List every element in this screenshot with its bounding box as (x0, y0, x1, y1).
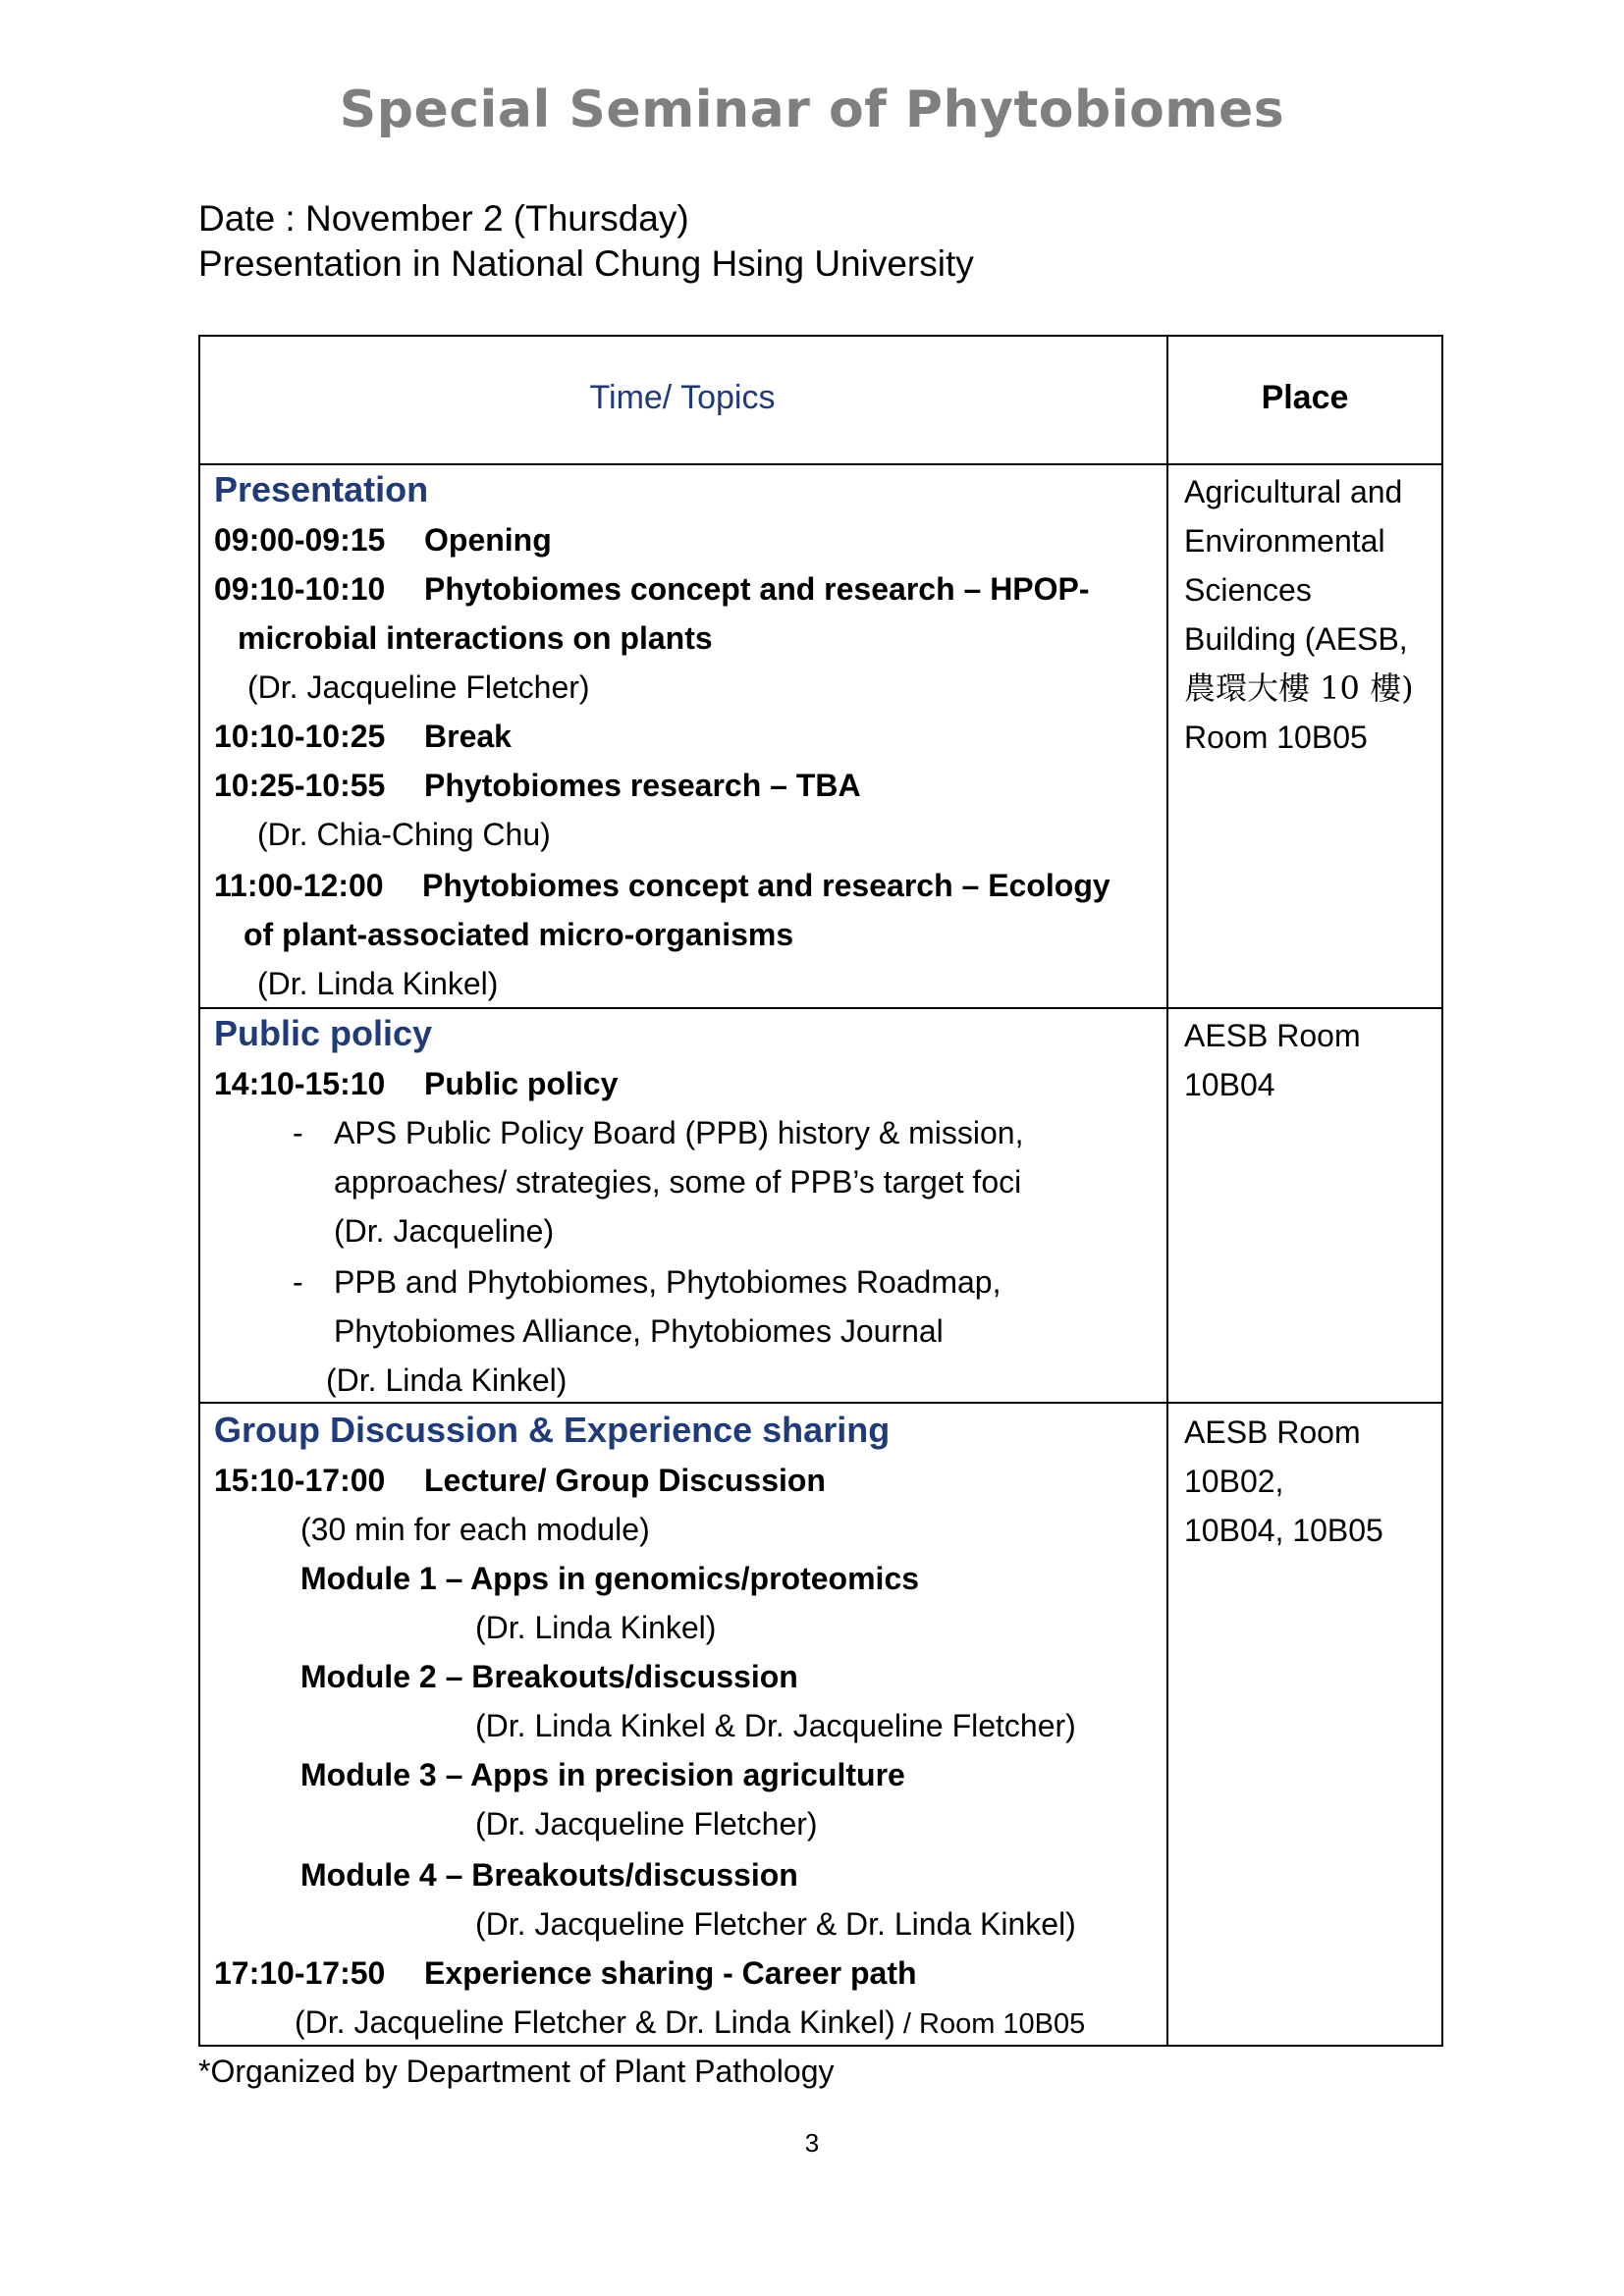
module-title: Module 2 – Breakouts/discussion (300, 1659, 798, 1694)
place-group (1184, 1408, 1383, 1555)
bullet-line: Phytobiomes Alliance, Phytobiomes Journal (334, 1313, 944, 1349)
module-speaker: (Dr. Linda Kinkel) (475, 1610, 717, 1645)
topic: Public policy (424, 1066, 619, 1101)
place-line: Sciences (1184, 572, 1312, 608)
bullet-mark: - (293, 1264, 303, 1300)
topic-continuation: of plant-associated micro-organisms (244, 917, 794, 952)
schedule-row (214, 569, 1090, 609)
section-heading-public-policy: Public policy (214, 1013, 433, 1053)
note: (30 min for each module) (300, 1512, 650, 1547)
time: 09:10-10:10 (214, 571, 386, 607)
time: 15:10-17:00 (214, 1463, 386, 1498)
row-divider-1 (198, 1007, 1443, 1009)
column-divider (1166, 335, 1168, 2047)
header-divider (198, 463, 1443, 465)
speaker: (Dr. Linda Kinkel) (257, 966, 499, 1001)
schedule-row (214, 766, 861, 805)
header-place: Place (1261, 379, 1349, 416)
bullet-line: PPB and Phytobiomes, Phytobiomes Roadmap, (334, 1264, 1001, 1300)
topic: Phytobiomes research – TBA (424, 768, 861, 803)
section-heading-presentation: Presentation (214, 469, 429, 509)
schedule-row (214, 717, 512, 756)
place-public-policy (1184, 1011, 1361, 1109)
topic: Lecture/ Group Discussion (424, 1463, 826, 1498)
time: 14:10-15:10 (214, 1066, 386, 1101)
bullet-line: approaches/ strategies, some of PPB’s target foci (334, 1164, 1022, 1200)
module-title: Module 3 – Apps in precision agriculture (300, 1757, 905, 1792)
speaker: (Dr. Jacqueline Fletcher) (247, 669, 590, 705)
date-line: Date : November 2 (Thursday) (198, 198, 689, 239)
footnote: *Organized by Department of Plant Pathology (198, 2054, 835, 2089)
bullet-line: (Dr. Jacqueline) (334, 1213, 555, 1249)
time: 10:25-10:55 (214, 768, 386, 803)
row-divider-2 (198, 1402, 1443, 1404)
place-line: 10B02, (1184, 1464, 1284, 1499)
place-line: Room 10B05 (1184, 720, 1368, 755)
module-speaker: (Dr. Jacqueline Fletcher) (475, 1806, 818, 1842)
module-title: Module 4 – Breakouts/discussion (300, 1857, 798, 1893)
speaker-line (295, 2002, 1085, 2044)
speaker: (Dr. Linda Kinkel) (326, 1362, 568, 1398)
module-title: Module 1 – Apps in genomics/proteomics (300, 1561, 920, 1596)
time: 09:00-09:15 (214, 522, 386, 558)
speaker: (Dr. Chia-Ching Chu) (257, 817, 551, 852)
bullet-line: APS Public Policy Board (PPB) history & mission, (334, 1115, 1024, 1150)
topic: Break (424, 719, 512, 754)
place-line: 10B04 (1184, 1067, 1275, 1102)
place-line: Agricultural and (1184, 474, 1403, 509)
schedule-row (214, 1461, 826, 1500)
time: 11:00-12:00 (214, 868, 384, 903)
module-speaker: (Dr. Jacqueline Fletcher & Dr. Linda Kinkel) (475, 1906, 1076, 1942)
topic: Experience sharing - Career path (424, 1955, 917, 1991)
page-number: 3 (804, 2128, 820, 2158)
place-line: Building (AESB, (1184, 621, 1408, 657)
schedule-row (214, 866, 1110, 905)
page-title: Special Seminar of Phytobiomes (339, 80, 1285, 139)
bullet-mark: - (293, 1115, 303, 1150)
place-line: AESB Room (1184, 1018, 1361, 1053)
header-topics: Time/ Topics (589, 379, 776, 416)
location-line: Presentation in National Chung Hsing University (198, 243, 974, 284)
place-line: AESB Room (1184, 1415, 1361, 1450)
topic: Phytobiomes concept and research – Ecology (422, 868, 1110, 903)
time: 17:10-17:50 (214, 1955, 386, 1991)
module-speaker: (Dr. Linda Kinkel & Dr. Jacqueline Fletcher) (475, 1708, 1076, 1743)
section-heading-group: Group Discussion & Experience sharing (214, 1410, 891, 1450)
room-note: / Room 10B05 (894, 2008, 1086, 2040)
schedule-row (214, 1953, 917, 1993)
place-line: 10B04, 10B05 (1184, 1513, 1383, 1548)
place-line: Environmental (1184, 523, 1385, 559)
place-presentation (1184, 467, 1414, 762)
topic: Opening (424, 522, 552, 558)
schedule-row (214, 520, 552, 560)
topic: Phytobiomes concept and research – HPOP- (424, 571, 1090, 607)
time: 10:10-10:25 (214, 719, 386, 754)
speaker: (Dr. Jacqueline Fletcher & Dr. Linda Kinkel) (295, 2004, 895, 2040)
place-line: 農環大樓 10 樓) (1184, 669, 1414, 707)
schedule-row (214, 1064, 618, 1103)
topic-continuation: microbial interactions on plants (238, 620, 713, 656)
